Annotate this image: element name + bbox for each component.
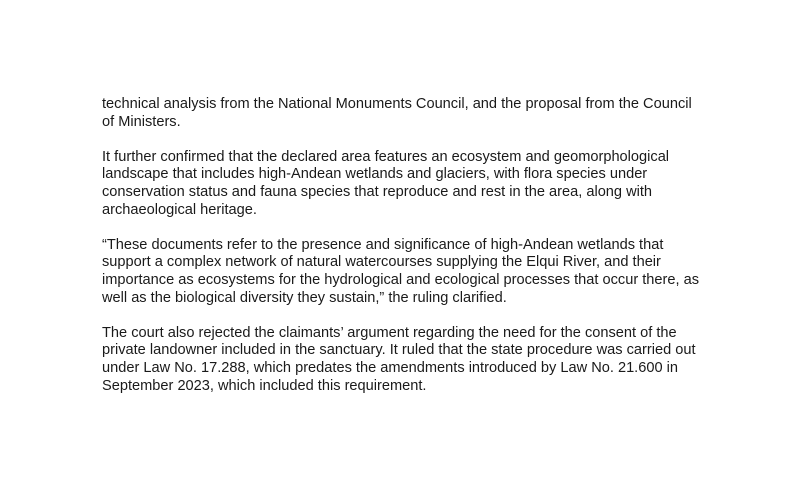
- paragraph-2: It further confirmed that the declared area features an ecosystem and geomorphological landscape that includes high-Andean wetlands and glaciers, with flora species under conservation status and fauna species that reproduce and rest in the area, along with archaeological heritage.: [102, 148, 670, 218]
- paragraph-1: technical analysis from the National Monuments Council, and the proposal from the Council of Ministers.: [102, 96, 692, 130]
- paragraph-4: The court also rejected the claimants’ argument regarding the need for the consent of the private landowner included in the sanctuary. It ruled that the state procedure was carried out under Law No. 17.288, which predates the amendments introduced by Law No. 21.600 in September 2023, which included this requirement.: [102, 324, 696, 394]
- paragraph-3: “These documents refer to the presence and significance of high-Andean wetlands that support a complex network of natural watercourses supplying the Elqui River, and their importance as ecosystems for the hydrological and ecological processes that occur there, as well as the biological diversity they sustain,” the ruling clarified.: [102, 236, 700, 306]
- article-body: [102, 96, 702, 395]
